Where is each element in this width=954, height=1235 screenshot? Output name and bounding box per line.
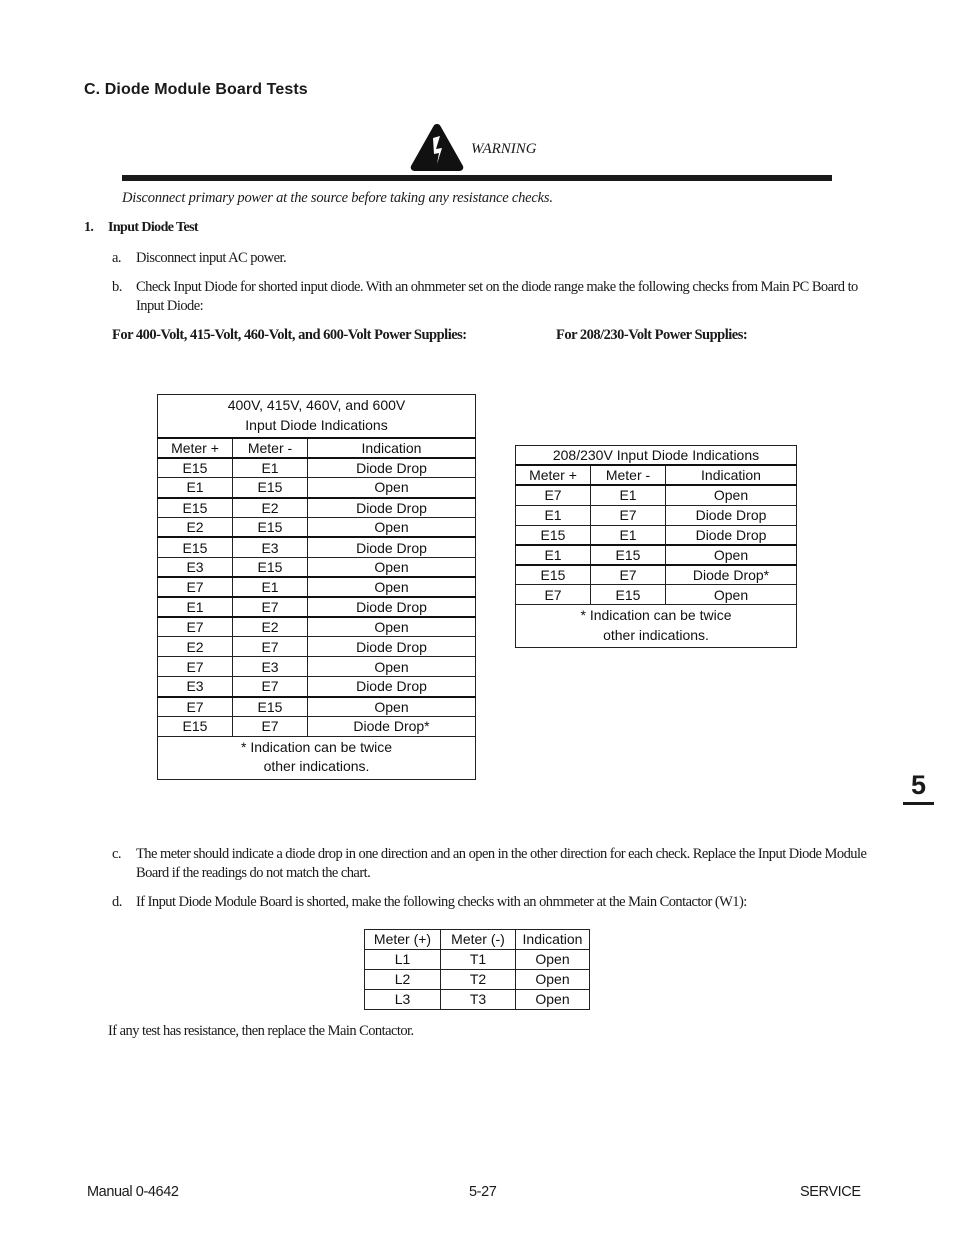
table-row: E15 E7 Diode Drop* bbox=[158, 716, 476, 736]
table-row: E1 E15 Open bbox=[158, 478, 476, 498]
list-item-d bbox=[112, 893, 872, 912]
table-row: E3 E7 Diode Drop bbox=[158, 677, 476, 697]
list-item-c bbox=[112, 845, 872, 883]
table-header-row bbox=[158, 438, 476, 458]
table-row: E15 E1 Diode Drop bbox=[158, 458, 476, 478]
column-header: Meter (+) bbox=[365, 930, 441, 950]
high-voltage-diode-table bbox=[157, 394, 476, 780]
closing-note: If any test has resistance, then replace the Main Contactor. bbox=[108, 1023, 414, 1039]
table-footnote-row bbox=[516, 605, 797, 648]
list-item-text: If Input Diode Module Board is shorted, make the following checks with an ohmmeter at the Main Contactor (W1): bbox=[136, 894, 747, 910]
subheading-low-voltage: For 208/230-Volt Power Supplies: bbox=[556, 327, 748, 343]
table-footnote-row bbox=[158, 736, 476, 779]
column-header: Meter + bbox=[158, 438, 233, 458]
table-footnote: * Indication can be twice other indications. bbox=[516, 605, 797, 648]
step-number: 1. bbox=[84, 220, 94, 235]
table-header-row bbox=[365, 930, 590, 950]
column-header: Indication bbox=[666, 465, 797, 485]
section-title: C. Diode Module Board Tests bbox=[84, 81, 308, 98]
footer-section-name: SERVICE bbox=[800, 1184, 861, 1200]
warning-text: Disconnect primary power at the source before taking any resistance checks. bbox=[122, 190, 553, 206]
table-row: E15 E3 Diode Drop bbox=[158, 537, 476, 557]
table-row: E1 E7 Diode Drop bbox=[158, 597, 476, 617]
table-row: E3 E15 Open bbox=[158, 557, 476, 577]
table-title: 400V, 415V, 460V, and 600V Input Diode Indications bbox=[158, 395, 476, 439]
subheading-high-voltage: For 400-Volt, 415-Volt, 460-Volt, and 600-Volt Power Supplies: bbox=[112, 327, 467, 343]
list-item-label: d. bbox=[112, 894, 122, 910]
table-row: E7 E3 Open bbox=[158, 657, 476, 677]
chapter-tab-underline bbox=[903, 802, 934, 805]
table-row: L2 T2 Open bbox=[365, 969, 590, 989]
list-item-label: c. bbox=[112, 846, 121, 862]
column-header: Meter - bbox=[233, 438, 308, 458]
table-title: 208/230V Input Diode Indications bbox=[516, 446, 797, 466]
list-item-text: Check Input Diode for shorted input diode. With an ohmmeter set on the diode range make the following checks from Main PC Board to Input Diode: bbox=[136, 279, 858, 314]
column-header: Meter (-) bbox=[441, 930, 516, 950]
table-row: E1 E7 Diode Drop bbox=[516, 505, 797, 525]
footer-page-number: 5-27 bbox=[469, 1184, 497, 1200]
column-header: Meter - bbox=[591, 465, 666, 485]
chapter-tab-number: 5 bbox=[910, 770, 927, 800]
table-row: E7 E2 Open bbox=[158, 617, 476, 637]
electrical-hazard-triangle-icon bbox=[409, 122, 465, 172]
table-row: E15 E7 Diode Drop* bbox=[516, 565, 797, 585]
warning-divider bbox=[122, 175, 832, 181]
list-item-label: a. bbox=[112, 250, 121, 266]
column-header: Indication bbox=[516, 930, 590, 950]
column-header: Meter + bbox=[516, 465, 591, 485]
list-item-a bbox=[112, 249, 872, 268]
warning-label: WARNING bbox=[471, 141, 537, 157]
table-row: E7 E15 Open bbox=[158, 697, 476, 717]
table-row: L3 T3 Open bbox=[365, 989, 590, 1009]
step-heading bbox=[84, 220, 198, 236]
table-row: E7 E1 Open bbox=[158, 577, 476, 597]
step-title: Input Diode Test bbox=[108, 220, 198, 235]
main-contactor-table bbox=[364, 929, 590, 1010]
list-item-label: b. bbox=[112, 279, 122, 295]
low-voltage-diode-table bbox=[515, 445, 797, 648]
table-row: E7 E1 Open bbox=[516, 485, 797, 505]
list-item-b bbox=[112, 278, 872, 316]
column-header: Indication bbox=[308, 438, 476, 458]
table-row: E2 E7 Diode Drop bbox=[158, 637, 476, 657]
table-row: L1 T1 Open bbox=[365, 949, 590, 969]
table-footnote: * Indication can be twice other indications. bbox=[158, 736, 476, 779]
table-header-row bbox=[516, 465, 797, 485]
footer-manual-number: Manual 0-4642 bbox=[87, 1184, 179, 1200]
table-row: E15 E2 Diode Drop bbox=[158, 498, 476, 518]
table-row: E2 E15 Open bbox=[158, 518, 476, 538]
list-item-text: The meter should indicate a diode drop in one direction and an open in the other direction for each check. Replace the Input Diode Module Board if the readings do not match the chart. bbox=[136, 846, 867, 881]
table-row: E15 E1 Diode Drop bbox=[516, 525, 797, 545]
table-row: E7 E15 Open bbox=[516, 585, 797, 605]
list-item-text: Disconnect input AC power. bbox=[136, 250, 287, 266]
table-row: E1 E15 Open bbox=[516, 545, 797, 565]
